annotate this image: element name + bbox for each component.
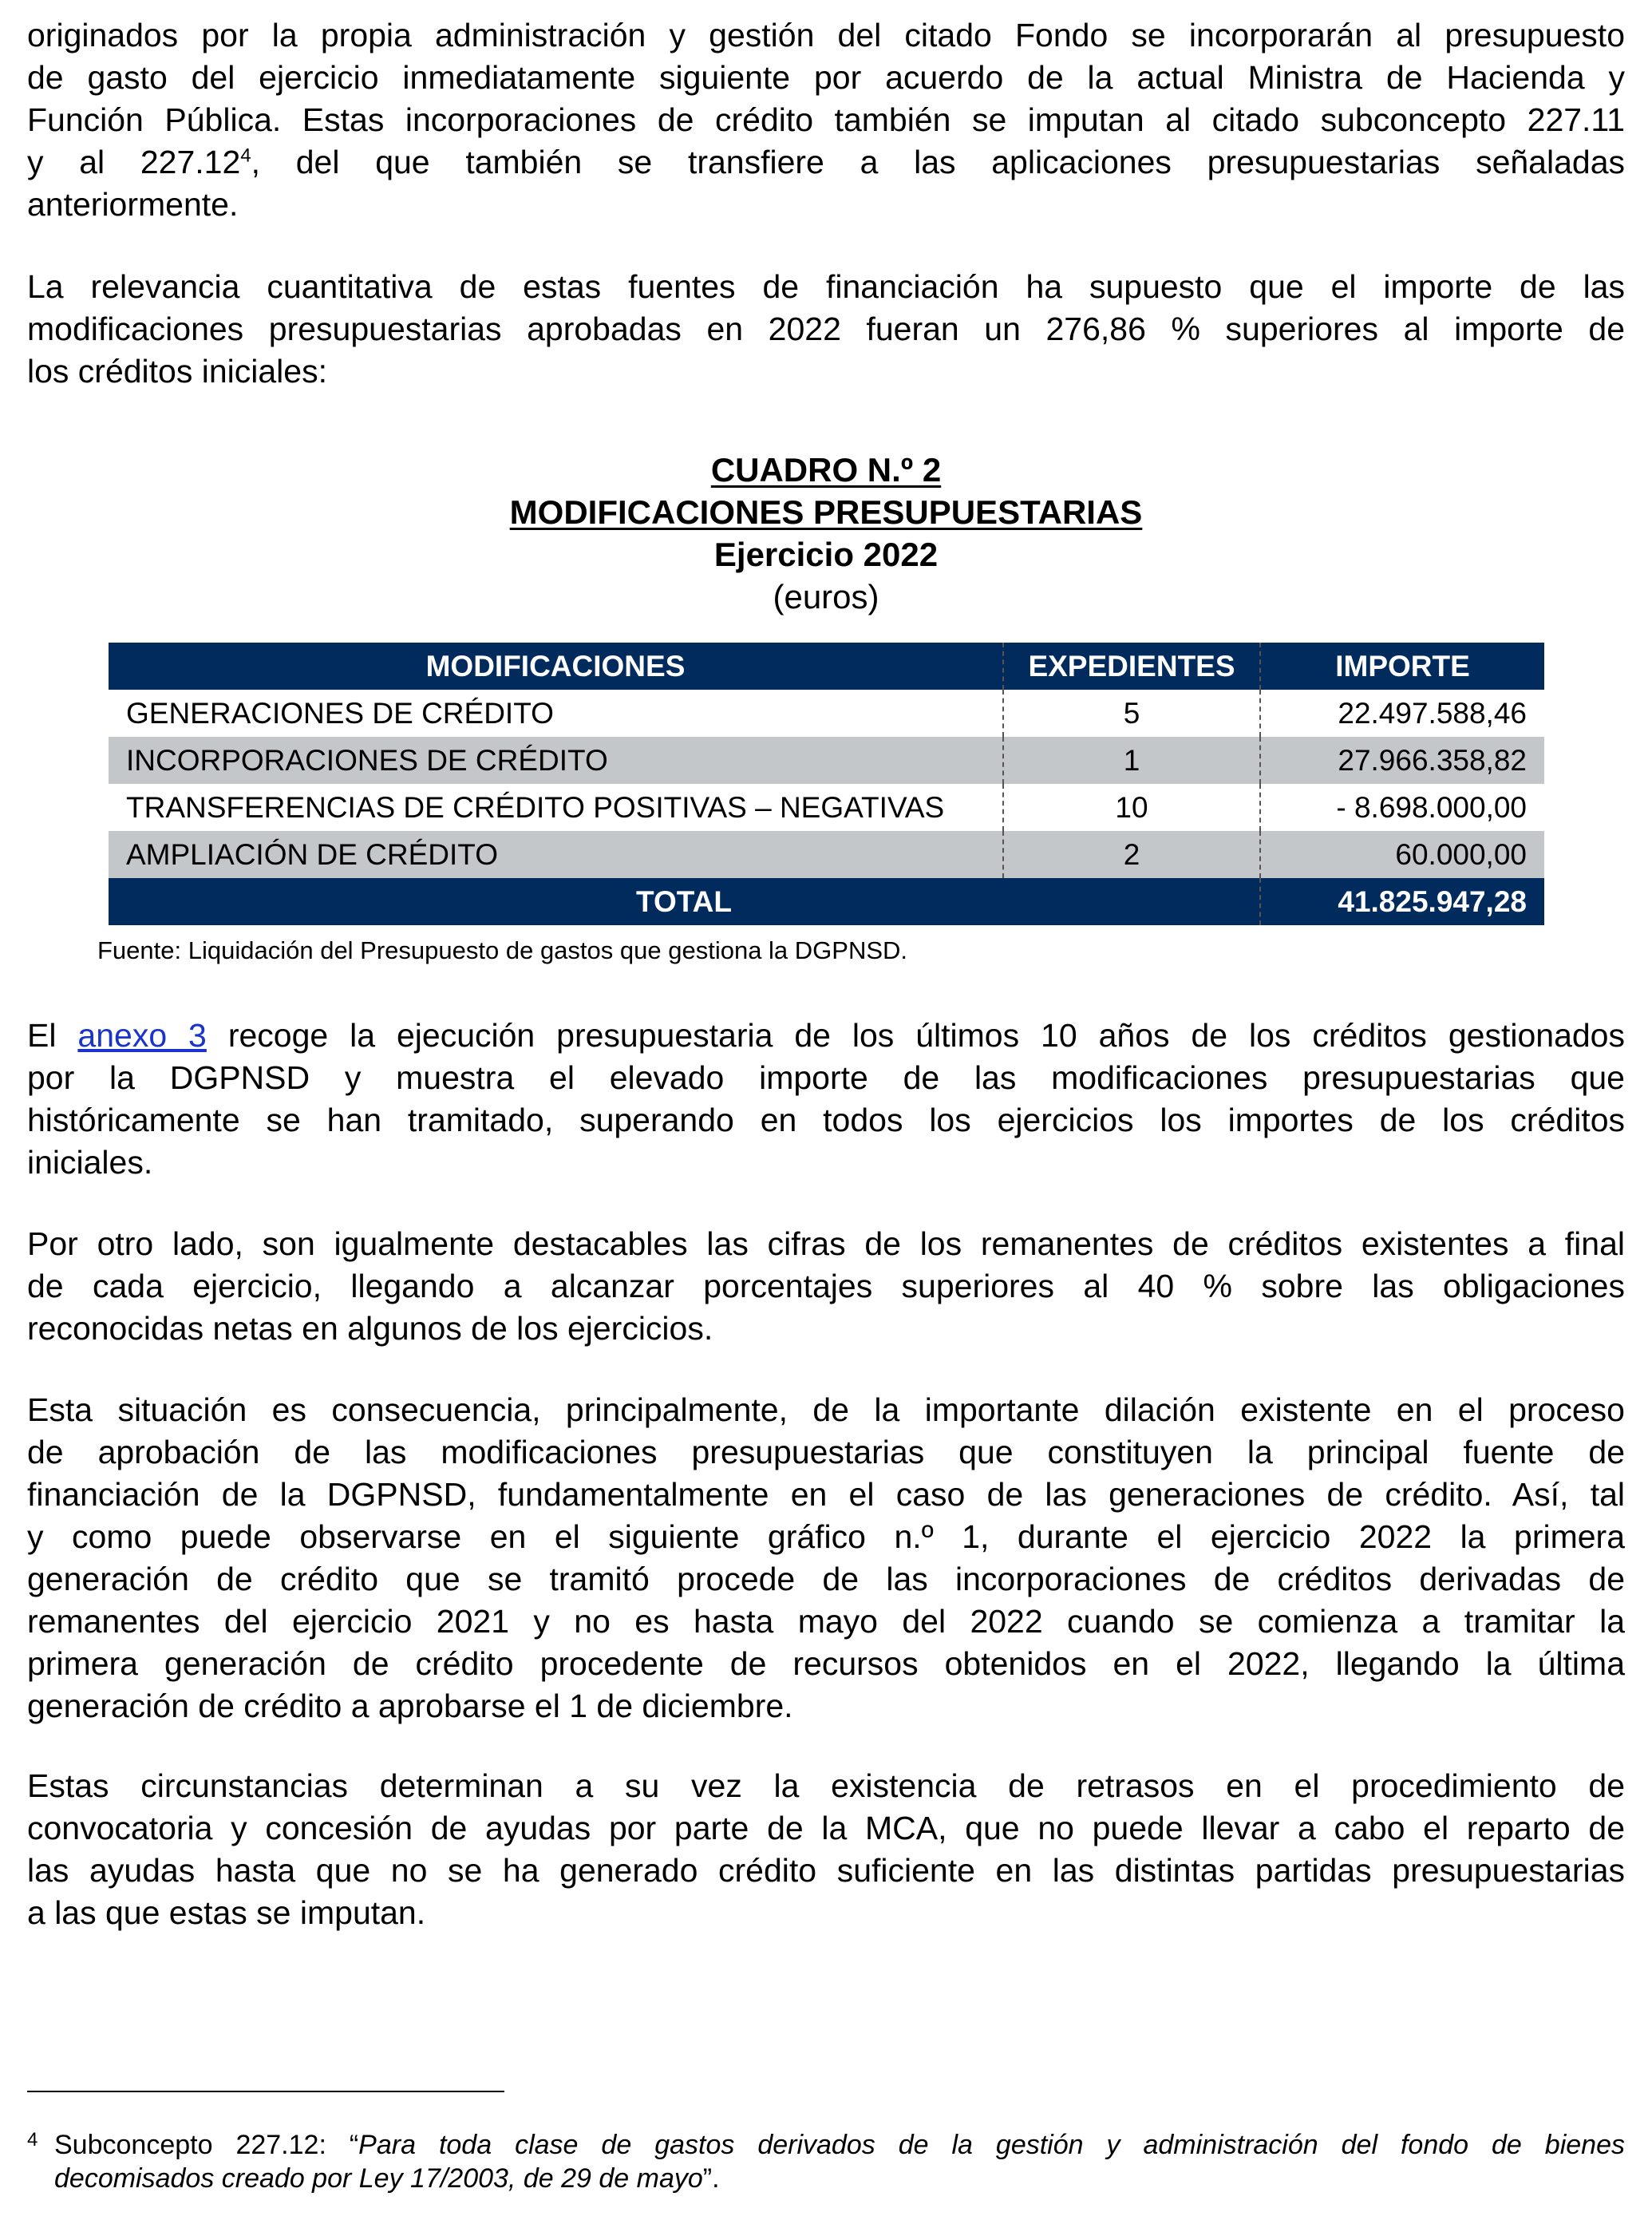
table-source: Fuente: Liquidación del Presupuesto de gastos que gestiona la DGPNSD. [97,936,908,964]
footnote-number: 4 [27,2129,38,2151]
text-line [27,1015,1625,1057]
text-line: de cada ejercicio, llegando a alcanzar porcentajes superiores al 40 % sobre las obligaciones [27,1268,1625,1304]
table-title [0,449,1652,618]
text-line: remanentes del ejercicio 2021 y no es hasta mayo del 2022 cuando se comienza a tramitar la [27,1603,1625,1640]
paragraph-6 [27,1765,1625,1934]
text-segment: decomisados creado por Ley 17/2003, de 29 de mayo [54,2163,703,2194]
paragraph-2 [27,266,1625,393]
annex-3-link[interactable]: anexo 3 [77,1017,207,1054]
text-line: por la DGPNSD y muestra el elevado importe de las modificaciones presupuestarias que [27,1059,1625,1096]
text-line: y como puede observarse en el siguiente gráfico n.º 1, durante el ejercicio 2022 la primera [27,1518,1625,1555]
cell: AMPLIACIÓN DE CRÉDITO [109,831,1003,878]
table-unit: (euros) [773,578,879,615]
text-segment: recoge la ejecución presupuestaria de los últimos 10 años de los créditos gestionados [206,1017,1625,1054]
table-heading: MODIFICACIONES PRESUPUESTARIAS [509,493,1143,531]
table-row [109,831,1544,878]
cell: - 8.698.000,00 [1260,784,1544,831]
cell: TRANSFERENCIAS DE CRÉDITO POSITIVAS – NEGATIVAS [126,790,945,824]
text-line: generación de crédito a aprobarse el 1 de diciembre. [27,1688,793,1724]
text-line: primera generación de crédito procedente de recursos obtenidos en el 2022, llegando la última [27,1645,1625,1682]
text-segment: ”. [702,2163,720,2194]
text-segment: , del que también se transfiere a las aplicaciones presupuestarias señaladas [251,144,1625,180]
text-line: convocatoria y concesión de ayudas por parte de la MCA, que no puede llevar a cabo el reparto de [27,1810,1625,1846]
text-line: iniciales. [27,1144,153,1181]
text-line: Por otro lado, son igualmente destacables las cifras de los remanentes de créditos existentes a final [27,1225,1625,1262]
cell: 27.966.358,82 [1260,737,1544,784]
paragraph-3 [27,1015,1625,1184]
total-label: TOTAL [109,878,1260,925]
text-line: financiación de la DGPNSD, fundamentalmente en el caso de las generaciones de crédito. Así, tal [27,1476,1625,1513]
footnote-reference[interactable]: 4 [240,144,251,167]
table-row [109,784,1544,831]
cell: 1 [1003,737,1260,784]
table-row [109,690,1544,737]
cell: INCORPORACIONES DE CRÉDITO [109,737,1003,784]
paragraph-5 [27,1389,1625,1727]
text-line: de gasto del ejercicio inmediatamente siguiente por acuerdo de la actual Ministra de Hacienda y [27,59,1625,96]
paragraph-1 [27,14,1625,226]
column-header: EXPEDIENTES [1003,643,1260,690]
text-line: reconocidas netas en algunos de los ejercicios. [27,1310,713,1347]
table-header-row [109,643,1544,690]
cell: 10 [1003,784,1260,831]
column-header: MODIFICACIONES [109,643,1003,690]
text-line: generación de crédito que se tramitó procede de las incorporaciones de créditos derivadas de [27,1561,1625,1597]
text-line [27,141,1625,184]
text-segment: Para toda clase de gastos derivados de la gestión y administración del fondo de bienes [358,2130,1625,2160]
text-line: Función Pública. Estas incorporaciones de crédito también se imputan al citado subconcepto 227.11 [27,101,1625,138]
cell: 5 [1003,690,1260,737]
table-number: CUADRO N.º 2 [710,451,942,489]
text-segment: y al 227.12 [27,144,241,180]
total-value: 41.825.947,28 [1260,878,1544,925]
table-total-row [109,878,1544,925]
text-line: anteriormente. [27,186,239,223]
footnote [27,2128,1625,2195]
text-line [54,2128,1625,2162]
text-line: La relevancia cuantitativa de estas fuentes de financiación ha supuesto que el importe de las [27,268,1625,305]
text-line: a las que estas se imputan. [27,1894,426,1931]
modifications-table [109,643,1544,925]
text-segment: El [27,1017,78,1054]
text-line: los créditos iniciales: [27,353,327,390]
text-line: de aprobación de las modificaciones presupuestarias que constituyen la principal fuente de [27,1434,1625,1470]
text-segment: Subconcepto 227.12: “ [54,2130,359,2160]
text-line [54,2162,1625,2195]
table-year: Ejercicio 2022 [713,536,939,573]
paragraph-4 [27,1223,1625,1350]
text-line: las ayudas hasta que no se ha generado crédito suficiente en las distintas partidas presupuestarias [27,1852,1625,1889]
cell: 22.497.588,46 [1260,690,1544,737]
footnote-separator [27,2091,504,2092]
table-row [109,737,1544,784]
text-line: originados por la propia administración y gestión del citado Fondo se incorporarán al presupuesto [27,17,1625,53]
text-line: modificaciones presupuestarias aprobadas en 2022 fueran un 276,86 % superiores al importe de [27,311,1625,347]
cell: 60.000,00 [1260,831,1544,878]
text-line: históricamente se han tramitado, superando en todos los ejercicios los importes de los créditos [27,1102,1625,1138]
column-header: IMPORTE [1260,643,1544,690]
cell: GENERACIONES DE CRÉDITO [126,696,554,730]
text-line: Estas circunstancias determinan a su vez la existencia de retrasos en el procedimiento de [27,1767,1625,1804]
cell: 2 [1003,831,1260,878]
text-line: Esta situación es consecuencia, principalmente, de la importante dilación existente en el proceso [27,1391,1625,1428]
